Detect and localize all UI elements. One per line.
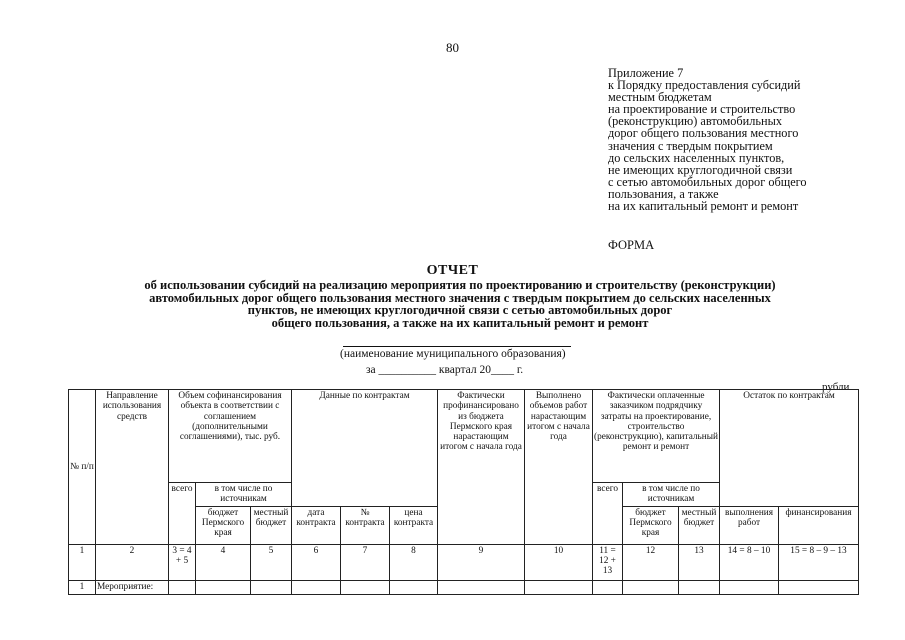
column-number: 15 = 8 – 9 – 13 [779, 544, 859, 580]
report-subtitle-line: пунктов, не имеющих круглогодичной связи с сетью автомобильных дорог [247, 303, 673, 318]
header-local-budget: местный бюджет [251, 506, 292, 544]
column-number: 5 [251, 544, 292, 580]
table-row [69, 580, 859, 594]
table-cell [720, 580, 779, 594]
appendix-line: местным бюджетам [608, 90, 712, 105]
header-contract-price: цена контракта [390, 506, 438, 544]
header-num: № п/п [69, 390, 96, 545]
header-financed: Фактически профинансировано из бюджета Пермского края нарастающим итогом с начала года [438, 390, 525, 545]
table-cell [525, 580, 593, 594]
column-number: 9 [438, 544, 525, 580]
appendix-line: до сельских населенных пунктов, [608, 150, 785, 165]
row-direction: Мероприятие: [96, 580, 169, 594]
row-num: 1 [69, 580, 96, 594]
table-cell [196, 580, 251, 594]
appendix-line: к Порядку предоставления субсидий [608, 78, 801, 93]
appendix-line: не имеющих круглогодичной связи [608, 162, 793, 177]
report-subtitle-line: общего пользования, а также на их капитальный ремонт и ремонт [271, 315, 649, 330]
appendix-line: Приложение 7 [608, 66, 684, 80]
header-cofinancing: Объем софинансирования объекта в соответствии с соглашением (дополнительными соглашениями), тыс. руб. [169, 390, 292, 483]
appendix-line: значения с твердым покрытием [608, 138, 773, 153]
table-cell [679, 580, 720, 594]
report-table [68, 389, 859, 595]
report-subtitle-line: об использовании субсидий на реализацию мероприятия по проектированию и строительству (реконструкции) [144, 278, 776, 292]
table-cell [438, 580, 525, 594]
table-cell [169, 580, 196, 594]
table-cell [251, 580, 292, 594]
table-cell [390, 580, 438, 594]
header-including-sources: в том числе по источникам [196, 483, 292, 507]
column-number: 7 [341, 544, 390, 580]
header-works-completion: выполнения работ [720, 506, 779, 544]
table-cell [623, 580, 679, 594]
header-contracts: Данные по контрактам [292, 390, 438, 507]
appendix-line: на их капитальный ремонт и ремонт [608, 199, 799, 214]
column-number: 1 [69, 544, 96, 580]
header-contract-date: дата контракта [292, 506, 341, 544]
header-including-sources-paid: в том числе по источникам [623, 483, 720, 507]
header-total: всего [169, 483, 196, 545]
column-number: 11 = 12 + 13 [593, 544, 623, 580]
report-subtitle [60, 279, 860, 329]
period-line: за __________ квартал 20____ г. [366, 364, 524, 376]
header-balance: Остаток по контрактам [720, 390, 859, 507]
table-cell [341, 580, 390, 594]
page-number: 80 [446, 40, 459, 55]
appendix-block [608, 67, 878, 212]
column-number: 2 [96, 544, 169, 580]
header-contract-no: № контракта [341, 506, 390, 544]
appendix-line: с сетью автомобильных дорог общего [608, 174, 807, 189]
report-subtitle-line: автомобильных дорог общего пользования местного значения с твердым покрытием до сельских населенных [149, 290, 771, 305]
column-number: 8 [390, 544, 438, 580]
column-number: 13 [679, 544, 720, 580]
appendix-line: (реконструкцию) автомобильных [608, 114, 782, 129]
table-cell [593, 580, 623, 594]
report-table-wrap [68, 389, 859, 595]
table-cell [292, 580, 341, 594]
appendix-line: пользования, а также [608, 186, 719, 201]
report-title: ОТЧЕТ [426, 263, 479, 278]
column-number: 12 [623, 544, 679, 580]
header-paid: Фактически оплаченные заказчиком подрядчику затраты на проектирование, строительство (реконструкцию), капитальный ремонт и ремонт [593, 390, 720, 483]
column-number: 14 = 8 – 10 [720, 544, 779, 580]
header-direction: Направление использования средств [96, 390, 169, 545]
form-label: ФОРМА [608, 238, 655, 252]
appendix-line: дорог общего пользования местного [608, 126, 799, 141]
header-financing: финансирования [779, 506, 859, 544]
table-cell [779, 580, 859, 594]
header-total-paid: всего [593, 483, 623, 545]
municipality-caption: (наименование муниципального образования) [340, 348, 566, 360]
header-regional-budget-paid: бюджет Пермского края [623, 506, 679, 544]
column-number: 6 [292, 544, 341, 580]
header-local-budget-paid: местный бюджет [679, 506, 720, 544]
header-completed: Выполнено объемов работ нарастающим итогом с начала года [525, 390, 593, 545]
column-number: 10 [525, 544, 593, 580]
column-number: 3 = 4 + 5 [169, 544, 196, 580]
municipality-name-blank [343, 346, 571, 347]
header-regional-budget: бюджет Пермского края [196, 506, 251, 544]
units-label: рубли [822, 381, 850, 393]
appendix-line: на проектирование и строительство [608, 102, 796, 117]
column-number: 4 [196, 544, 251, 580]
